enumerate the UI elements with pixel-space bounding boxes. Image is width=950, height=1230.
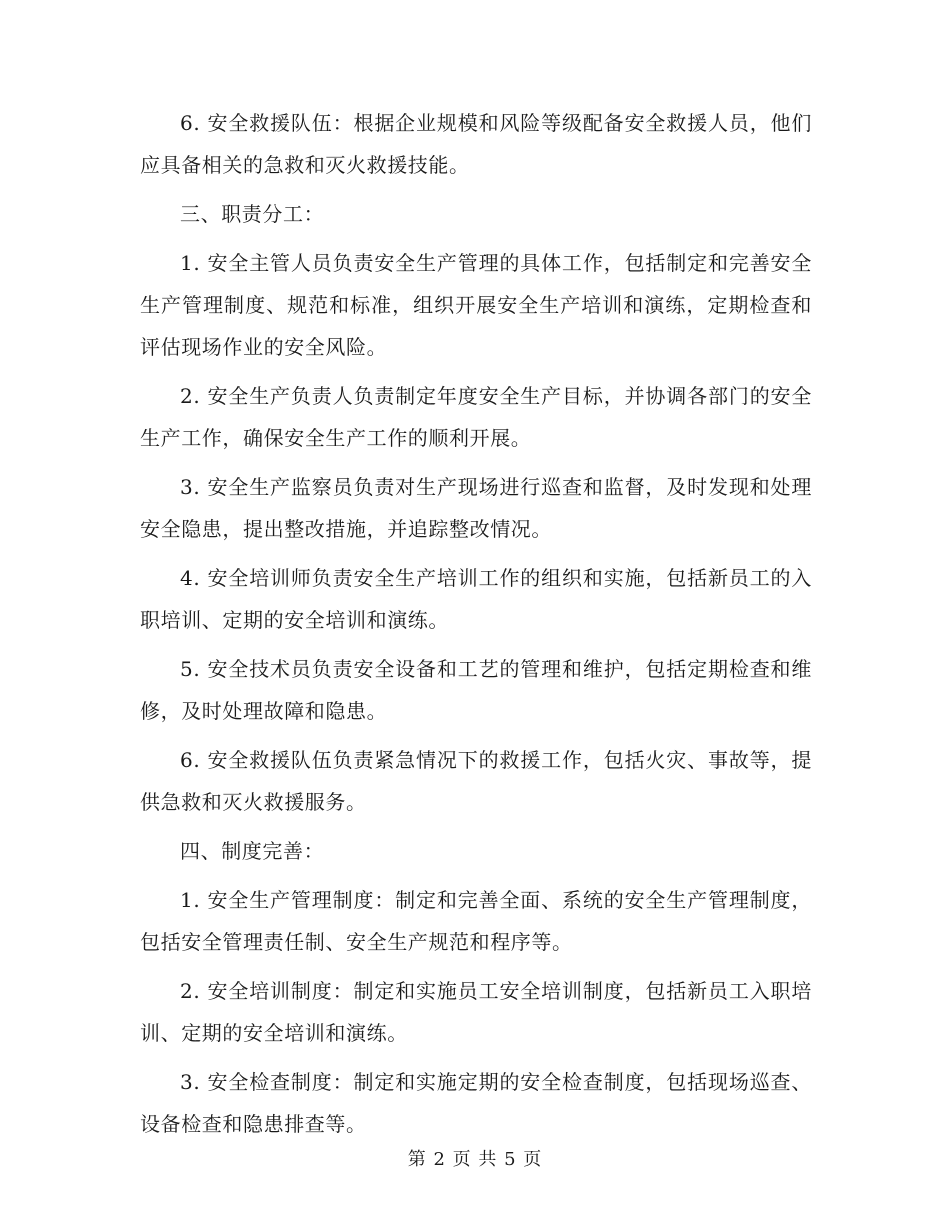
section-heading: 四、制度完善： <box>180 839 325 863</box>
paragraph-item: 5. 安全技术员负责安全设备和工艺的管理和维护，包括定期检查和维修，及时处理故障和隐患。 <box>140 657 812 723</box>
paragraph-item: 6. 安全救援队伍负责紧急情况下的救援工作，包括火灾、事故等，提供急救和灭火救援服务。 <box>140 748 812 814</box>
paragraph-item: 2. 安全培训制度：制定和实施员工安全培训制度，包括新员工入职培训、定期的安全培训和演练。 <box>140 979 812 1045</box>
section-heading: 三、职责分工： <box>180 202 325 226</box>
paragraph-item: 1. 安全主管人员负责安全生产管理的具体工作，包括制定和完善安全生产管理制度、规范和标准，组织开展安全生产培训和演练，定期检查和评估现场作业的安全风险。 <box>140 251 812 359</box>
paragraph-item: 3. 安全检查制度：制定和实施定期的安全检查制度，包括现场巡查、设备检查和隐患排查等。 <box>140 1070 812 1136</box>
paragraph-item: 3. 安全生产监察员负责对生产现场进行巡查和监督，及时发现和处理安全隐患，提出整改措施，并追踪整改情况。 <box>140 475 812 541</box>
page-number-footer: 第 2 页 共 5 页 <box>407 1149 543 1170</box>
paragraph-item: 1. 安全生产管理制度：制定和完善全面、系统的安全生产管理制度，包括安全管理责任制、安全生产规范和程序等。 <box>140 888 812 954</box>
paragraph-item: 2. 安全生产负责人负责制定年度安全生产目标，并协调各部门的安全生产工作，确保安全生产工作的顺利开展。 <box>140 384 812 450</box>
paragraph-item: 4. 安全培训师负责安全生产培训工作的组织和实施，包括新员工的入职培训、定期的安全培训和演练。 <box>140 566 812 632</box>
paragraph-item: 6. 安全救援队伍：根据企业规模和风险等级配备安全救援人员，他们应具备相关的急救和灭火救援技能。 <box>140 111 812 177</box>
document-body <box>140 102 812 1152</box>
